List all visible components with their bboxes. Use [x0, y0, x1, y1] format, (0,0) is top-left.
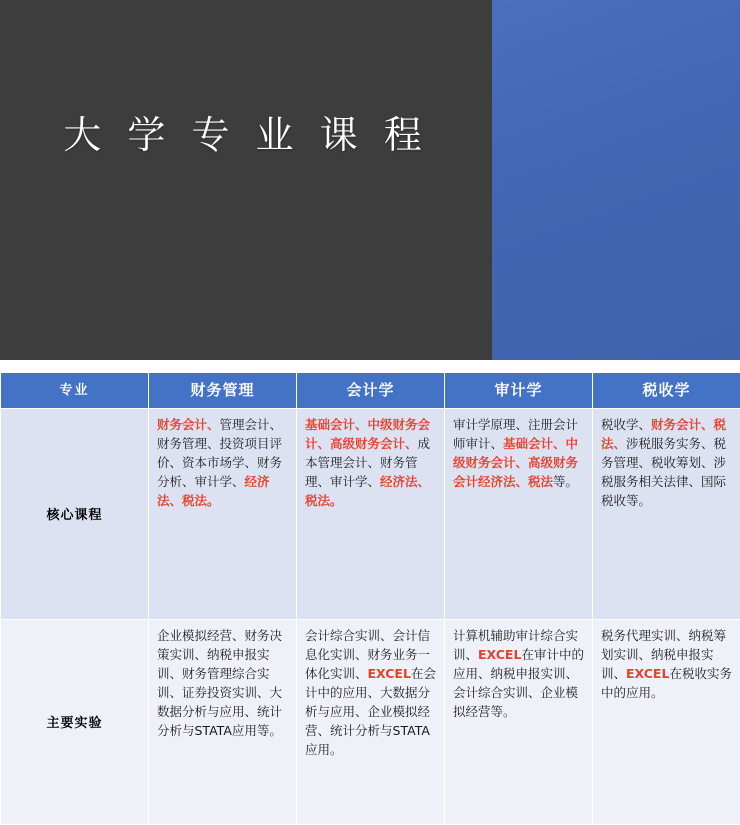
text-fragment: 税法	[528, 474, 553, 489]
text-fragment: 成本管理会计、	[305, 436, 430, 470]
text-fragment: 审计学、	[330, 474, 380, 489]
text-fragment: 投资项目评价、	[157, 436, 282, 470]
table-header-major: 专业	[1, 373, 149, 409]
text-fragment: 注册会计师审计、	[453, 417, 578, 451]
curriculum-table	[0, 372, 740, 825]
row-label-core-courses: 核心课程	[1, 409, 149, 620]
text-fragment: 税法。	[182, 493, 220, 508]
text-fragment: 企业模拟经营等。	[453, 685, 578, 719]
table-row	[1, 409, 740, 620]
text-fragment: 财务会计、	[157, 417, 220, 432]
text-fragment: 财务管理综合实训、	[157, 666, 270, 700]
text-fragment: 财务分析、	[157, 455, 282, 489]
text-fragment: 会计综合实训、	[305, 628, 393, 643]
text-fragment: 税收学、	[601, 417, 651, 432]
text-fragment: 审计学、	[195, 474, 245, 489]
text-fragment: 等。	[553, 474, 578, 489]
text-fragment: 纳税申报实训、	[157, 647, 270, 681]
text-fragment: 基础会计、	[503, 436, 566, 451]
text-fragment: 中级财务会计、	[305, 417, 430, 451]
text-fragment: 中级财务会计、	[453, 436, 578, 470]
text-fragment: 涉税服务相关法律、	[601, 455, 726, 489]
table-header-taxation: 税收学	[593, 373, 740, 409]
text-fragment: EXCEL	[478, 647, 521, 662]
table-row	[1, 620, 740, 825]
curriculum-table-wrapper	[0, 372, 740, 825]
row-label-main-experiments: 主要实验	[1, 620, 149, 825]
text-fragment: 经济法、	[380, 474, 430, 489]
page-title: 大 学 专 业 课 程	[0, 104, 492, 159]
hero-banner	[0, 0, 740, 360]
text-fragment: 企业模拟经营、	[305, 704, 430, 738]
cell-core-accounting	[297, 409, 445, 620]
text-fragment: 统计分析与STATA应用等。	[157, 704, 282, 738]
text-fragment: 财务会计、	[651, 417, 714, 432]
text-fragment: 经济法、	[157, 474, 270, 508]
hero-blue-panel	[492, 0, 740, 360]
text-fragment: EXCEL	[626, 666, 669, 681]
text-fragment: 会计信息化实训、	[305, 628, 430, 662]
text-fragment: 财务决策实训、	[157, 628, 282, 662]
text-fragment: 税收筹划、	[651, 455, 714, 470]
text-fragment: 企业模拟经营、	[157, 628, 245, 643]
text-fragment: 国际税收等。	[601, 474, 726, 508]
text-fragment: EXCEL	[368, 666, 411, 681]
text-fragment: 税法、	[601, 417, 726, 451]
text-fragment: 审计学原理、	[453, 417, 528, 432]
text-fragment: 高级财务会计、	[330, 436, 418, 451]
text-fragment: 统计分析与STATA应用。	[305, 723, 430, 757]
cell-lab-auditing	[445, 620, 593, 825]
text-fragment: 大数据分析与应用、	[305, 685, 430, 719]
text-fragment: 纳税申报实训、	[601, 647, 714, 681]
text-fragment: 在审计中的应用、	[453, 647, 584, 681]
text-fragment: 税务管理、	[601, 436, 726, 470]
text-fragment: 基础会计、	[305, 417, 368, 432]
cell-core-financial-management	[149, 409, 297, 620]
table-header	[1, 373, 740, 409]
cell-core-auditing	[445, 409, 593, 620]
text-fragment: 资本市场学、	[182, 455, 257, 470]
cell-lab-taxation	[593, 620, 740, 825]
table-header-financial-management: 财务管理	[149, 373, 297, 409]
text-fragment: 在税收实务中的应用。	[601, 666, 732, 700]
text-fragment: 高级财务会计	[453, 455, 578, 489]
table-body	[1, 409, 740, 825]
text-fragment: 证券投资实训、	[182, 685, 270, 700]
text-fragment: 大数据分析与应用、	[157, 685, 282, 719]
text-fragment: 税务代理实训、	[601, 628, 689, 643]
table-header-accounting: 会计学	[297, 373, 445, 409]
text-fragment: 税法。	[305, 493, 343, 508]
text-fragment: 计算机辅助审计综合实训、	[453, 628, 578, 662]
text-fragment: 涉税服务实务、	[626, 436, 714, 451]
cell-lab-accounting	[297, 620, 445, 825]
text-fragment: 财务业务一体化实训、	[305, 647, 430, 681]
text-fragment: 经济法、	[478, 474, 528, 489]
text-fragment: 纳税申报实训、	[491, 666, 579, 681]
text-fragment: 在会计中的应用、	[305, 666, 436, 700]
text-fragment: 纳税筹划实训、	[601, 628, 726, 662]
text-fragment: 财务管理、	[157, 436, 220, 451]
cell-lab-financial-management	[149, 620, 297, 825]
text-fragment: 管理会计、	[220, 417, 283, 432]
cell-core-taxation	[593, 409, 740, 620]
table-header-row	[1, 373, 740, 409]
table-header-auditing: 审计学	[445, 373, 593, 409]
text-fragment: 会计综合实训、	[453, 685, 541, 700]
text-fragment: 财务管理、	[305, 455, 418, 489]
